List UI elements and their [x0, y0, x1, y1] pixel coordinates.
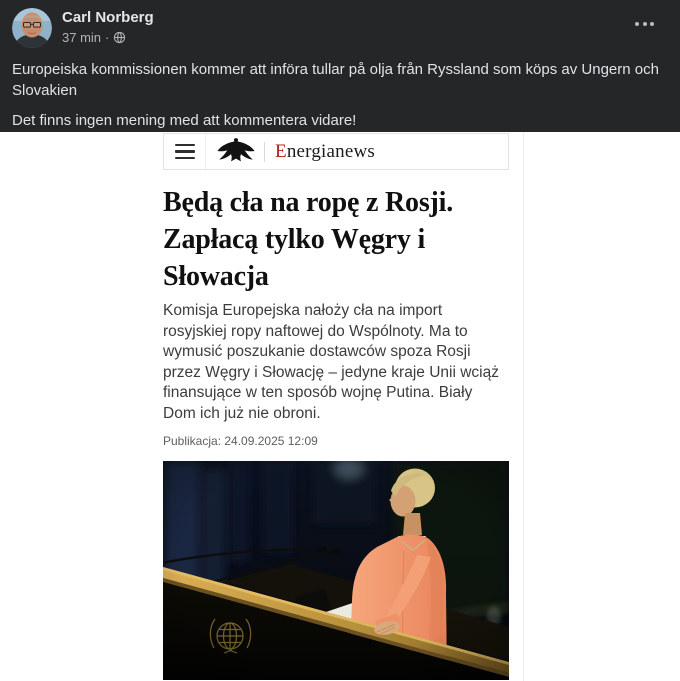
- publication-date: Publikacja: 24.09.2025 12:09: [163, 434, 318, 448]
- eagle-logo-icon: [216, 135, 256, 169]
- article-site-header: [163, 133, 509, 170]
- post-meta: [62, 30, 154, 45]
- lead-line: wymusić poszukanie dostawców spoza Rosji: [163, 343, 471, 360]
- site-name-initial: E: [275, 140, 287, 162]
- lead-line: przez Węgry i Słowację – jedyne kraje Unii wciąż: [163, 363, 499, 381]
- ellipsis-dot: [650, 22, 654, 26]
- post-menu-button[interactable]: [631, 18, 658, 30]
- globe-public-icon: [113, 31, 126, 44]
- avatar-photo: [12, 8, 52, 48]
- lead-line: rosyjskiej ropy naftowej do Wspólnoty. Ma to: [163, 322, 468, 340]
- logo-divider: [264, 142, 265, 162]
- lead-line: Dom ich już nie obroni.: [163, 404, 321, 422]
- author-name[interactable]: Carl Norberg: [62, 9, 154, 26]
- article-lead: [163, 301, 509, 424]
- headline-line: Będą cła na ropę z Rosji.: [163, 187, 454, 218]
- avatar[interactable]: [12, 8, 52, 48]
- article-photo: [163, 461, 509, 680]
- ellipsis-dot: [635, 22, 639, 26]
- site-name-rest: nergianews: [286, 140, 375, 162]
- post-text: [12, 59, 672, 131]
- hamburger-icon: [175, 144, 195, 159]
- site-name[interactable]: [275, 141, 375, 163]
- lead-line: Komisja Europejska nałoży cła na import: [163, 302, 443, 319]
- post-header: [12, 8, 668, 48]
- headline-line: Słowacja: [163, 261, 269, 292]
- post-paragraph: Det finns ingen mening med att kommentera vidare!: [12, 112, 357, 129]
- photo-vignette: [163, 461, 509, 680]
- attachment-edge-divider: [523, 132, 524, 681]
- hamburger-menu-button[interactable]: [164, 134, 206, 169]
- article-attachment[interactable]: [0, 132, 680, 681]
- ellipsis-dot: [643, 22, 647, 26]
- article-card: [163, 133, 509, 680]
- meta-separator: ·: [105, 30, 110, 45]
- headline-line: Zapłacą tylko Węgry i: [163, 224, 426, 255]
- timestamp[interactable]: 37 min: [62, 30, 102, 45]
- article-headline: [163, 184, 509, 295]
- post-container: [0, 0, 680, 132]
- lead-line: finansujące w ten sposób wojnę Putina. Biały: [163, 384, 473, 401]
- post-paragraph: Europeiska kommissionen kommer att införa tullar på olja från Ryssland som köps av Ungern och Slovakien: [12, 61, 659, 99]
- post-identity: [62, 8, 154, 45]
